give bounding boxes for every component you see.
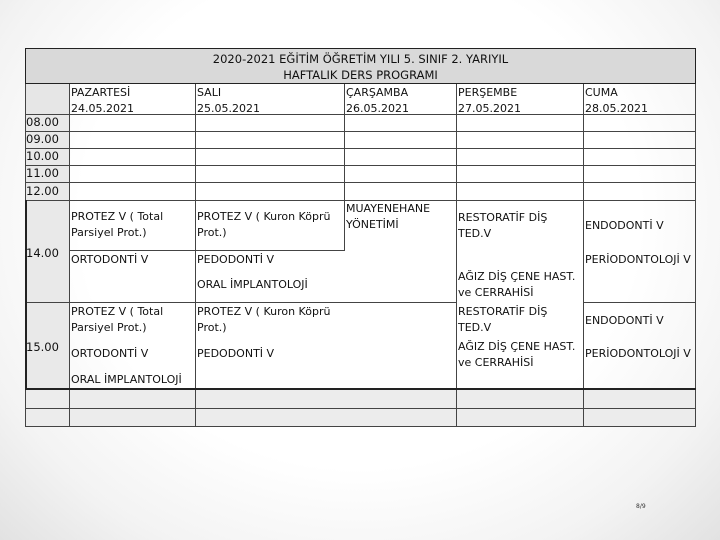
course-cell: PEDODONTİ V	[197, 347, 275, 360]
day-date: 27.05.2021	[458, 102, 521, 115]
course-line: Prot.)	[197, 226, 227, 239]
time-label: 15.00	[26, 340, 59, 354]
grid-line	[69, 250, 345, 251]
grid-line	[344, 84, 345, 250]
course-line: PROTEZ V ( Total	[71, 305, 164, 318]
time-label: 09.00	[26, 132, 59, 146]
grid-line	[583, 302, 696, 303]
grid-line	[25, 388, 696, 390]
course-cell	[458, 304, 547, 336]
day-date: 28.05.2021	[585, 102, 648, 115]
course-cell: ORTODONTİ V	[71, 347, 149, 360]
day-header-thursday	[458, 85, 521, 117]
course-cell: PERİODONTOLOJİ V	[585, 347, 691, 360]
grid-line	[25, 408, 696, 409]
day-header-tuesday	[197, 85, 260, 117]
title-line-2: HAFTALIK DERS PROGRAMI	[283, 68, 438, 82]
grid-line	[25, 426, 696, 427]
course-line: ve CERRAHİSİ	[458, 286, 534, 299]
course-line: PROTEZ V ( Total	[71, 210, 164, 223]
title-line-1: 2020-2021 EĞİTİM ÖĞRETİM YILI 5. SINIF 2. YARIYIL	[212, 52, 509, 66]
course-line: TED.V	[458, 321, 492, 334]
grid-line	[25, 182, 696, 183]
course-cell	[197, 209, 330, 241]
grid-line	[25, 165, 696, 166]
day-name: PAZARTESİ	[71, 86, 131, 99]
time-label: 08.00	[26, 115, 59, 129]
day-name: CUMA	[585, 86, 618, 99]
grid-line	[25, 131, 696, 132]
course-cell	[197, 304, 330, 336]
time-label: 11.00	[26, 166, 59, 180]
course-cell: PEDODONTİ V	[197, 253, 275, 266]
course-cell: ORAL İMPLANTOLOJİ	[197, 278, 308, 291]
grid-line	[456, 84, 457, 427]
schedule-title	[25, 48, 696, 84]
course-cell: ORAL İMPLANTOLOJİ	[71, 373, 182, 386]
day-date: 25.05.2021	[197, 102, 260, 115]
time-label: 14.00	[26, 246, 59, 260]
course-cell: PERİODONTOLOJİ V	[585, 253, 691, 266]
grid-line	[695, 84, 696, 427]
course-line: Parsiyel Prot.)	[71, 226, 147, 239]
course-line: YÖNETİMİ	[346, 218, 399, 231]
time-label: 12.00	[26, 184, 59, 198]
day-header-wednesday	[346, 85, 409, 117]
course-line: RESTORATİF DİŞ	[458, 211, 548, 224]
course-cell	[458, 269, 575, 301]
day-header-shade	[25, 84, 69, 114]
course-cell	[71, 209, 163, 241]
grid-line	[69, 84, 70, 427]
day-name: ÇARŞAMBA	[346, 86, 409, 99]
day-name: SALI	[197, 86, 222, 99]
course-cell	[346, 201, 430, 233]
course-cell: ORTODONTİ V	[71, 253, 149, 266]
course-line: MUAYENEHANE	[346, 202, 431, 215]
course-line: Parsiyel Prot.)	[71, 321, 147, 334]
page-number: 8/9	[636, 503, 646, 510]
course-line: RESTORATİF DİŞ	[458, 305, 548, 318]
day-header-monday	[71, 85, 134, 117]
course-line: PROTEZ V ( Kuron Köprü	[197, 210, 331, 223]
day-date: 26.05.2021	[346, 102, 409, 115]
course-cell: ENDODONTİ V	[585, 314, 664, 327]
grid-line	[25, 200, 27, 390]
day-name: PERŞEMBE	[458, 86, 518, 99]
grid-line	[25, 148, 696, 149]
day-header-friday	[585, 85, 648, 117]
course-cell	[458, 339, 575, 371]
course-cell	[71, 304, 163, 336]
course-line: TED.V	[458, 227, 492, 240]
time-label: 10.00	[26, 149, 59, 163]
grid-line	[195, 84, 196, 427]
course-cell: ENDODONTİ V	[585, 219, 664, 232]
grid-line	[583, 84, 584, 427]
course-line: AĞIZ DİŞ ÇENE HAST.	[458, 340, 576, 353]
grid-line	[25, 302, 456, 303]
day-date: 24.05.2021	[71, 102, 134, 115]
course-line: Prot.)	[197, 321, 227, 334]
course-line: PROTEZ V ( Kuron Köprü	[197, 305, 331, 318]
course-cell	[458, 210, 547, 242]
course-line: AĞIZ DİŞ ÇENE HAST.	[458, 270, 576, 283]
course-line: ve CERRAHİSİ	[458, 356, 534, 369]
